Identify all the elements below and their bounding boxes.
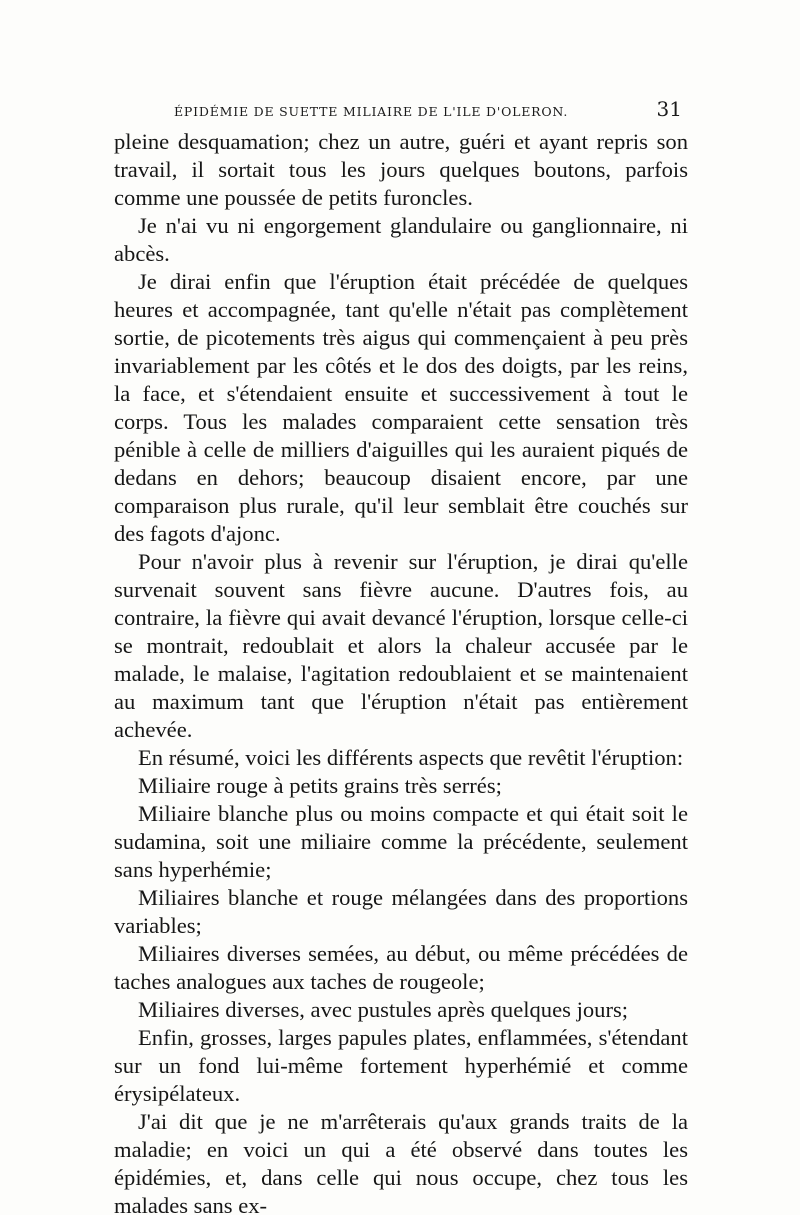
running-head: ÉPIDÉMIE DE SUETTE MILIAIRE DE L'ILE D'OLERON. — [174, 104, 569, 119]
list-item: Miliaires diverses, avec pustules après quelques jours; — [138, 997, 629, 1022]
list-item: Miliaires diverses semées, au début, ou même précédées de taches analogues aux taches de rougeole; — [114, 941, 688, 994]
paragraph-continuation: pleine desquamation; chez un autre, guéri et ayant repris son travail, il sortait tous les jours quelques boutons, parfois comme une poussée de petits furoncles. — [114, 129, 688, 210]
list-item: Miliaires blanche et rouge mélangées dans des proportions variables; — [114, 885, 688, 938]
paragraph: J'ai dit que je ne m'arrêterais qu'aux grands traits de la maladie; en voici un qui a été observé dans toutes les épidémies, et, dans celle qui nous occupe, chez tous les malades sans ex- — [114, 1109, 688, 1218]
paragraph: Je dirai enfin que l'éruption était précédée de quelques heures et accompagnée, tant qu'elle n'était pas complètement sortie, de picotements très aigus qui commençaient à peu près invariablement par les côtés et le dos des doigts, par les reins, la face, et s'étendaient ensuite et successivement à tout le corps. Tous les malades comparaient cette sensation très pénible à celle de milliers d'aiguilles qui les auraient piqués de dedans en dehors; beaucoup disaient encore, par une comparaison plus rurale, qu'il leur semblait être couchés sur des fagots d'ajonc. — [114, 269, 688, 546]
body-text — [114, 128, 688, 1220]
page-header — [174, 97, 682, 125]
list-item: Miliaire rouge à petits grains très serrés; — [138, 773, 502, 798]
page-number: 31 — [656, 97, 682, 121]
list-item: Miliaire blanche plus ou moins compacte et qui était soit le sudamina, soit une miliaire comme la précédente, seulement sans hyperhémie; — [114, 801, 688, 882]
paragraph: En résumé, voici les différents aspects que revêtit l'éruption: — [138, 745, 684, 770]
list-item: Enfin, grosses, larges papules plates, enflammées, s'étendant sur un fond lui-même fortement hyperhémié et comme érysipélateux. — [114, 1025, 688, 1106]
paragraph: Je n'ai vu ni engorgement glandulaire ou ganglionnaire, ni abcès. — [114, 213, 688, 266]
paragraph: Pour n'avoir plus à revenir sur l'éruption, je dirai qu'elle survenait souvent sans fièvre aucune. D'autres fois, au contraire, la fièvre qui avait devancé l'éruption, lorsque celle-ci se montrait, redoublait et alors la chaleur accusée par le malade, le malaise, l'agitation redoublaient et se maintenaient au maximum tant que l'éruption n'était pas entièrement achevée. — [114, 549, 688, 742]
